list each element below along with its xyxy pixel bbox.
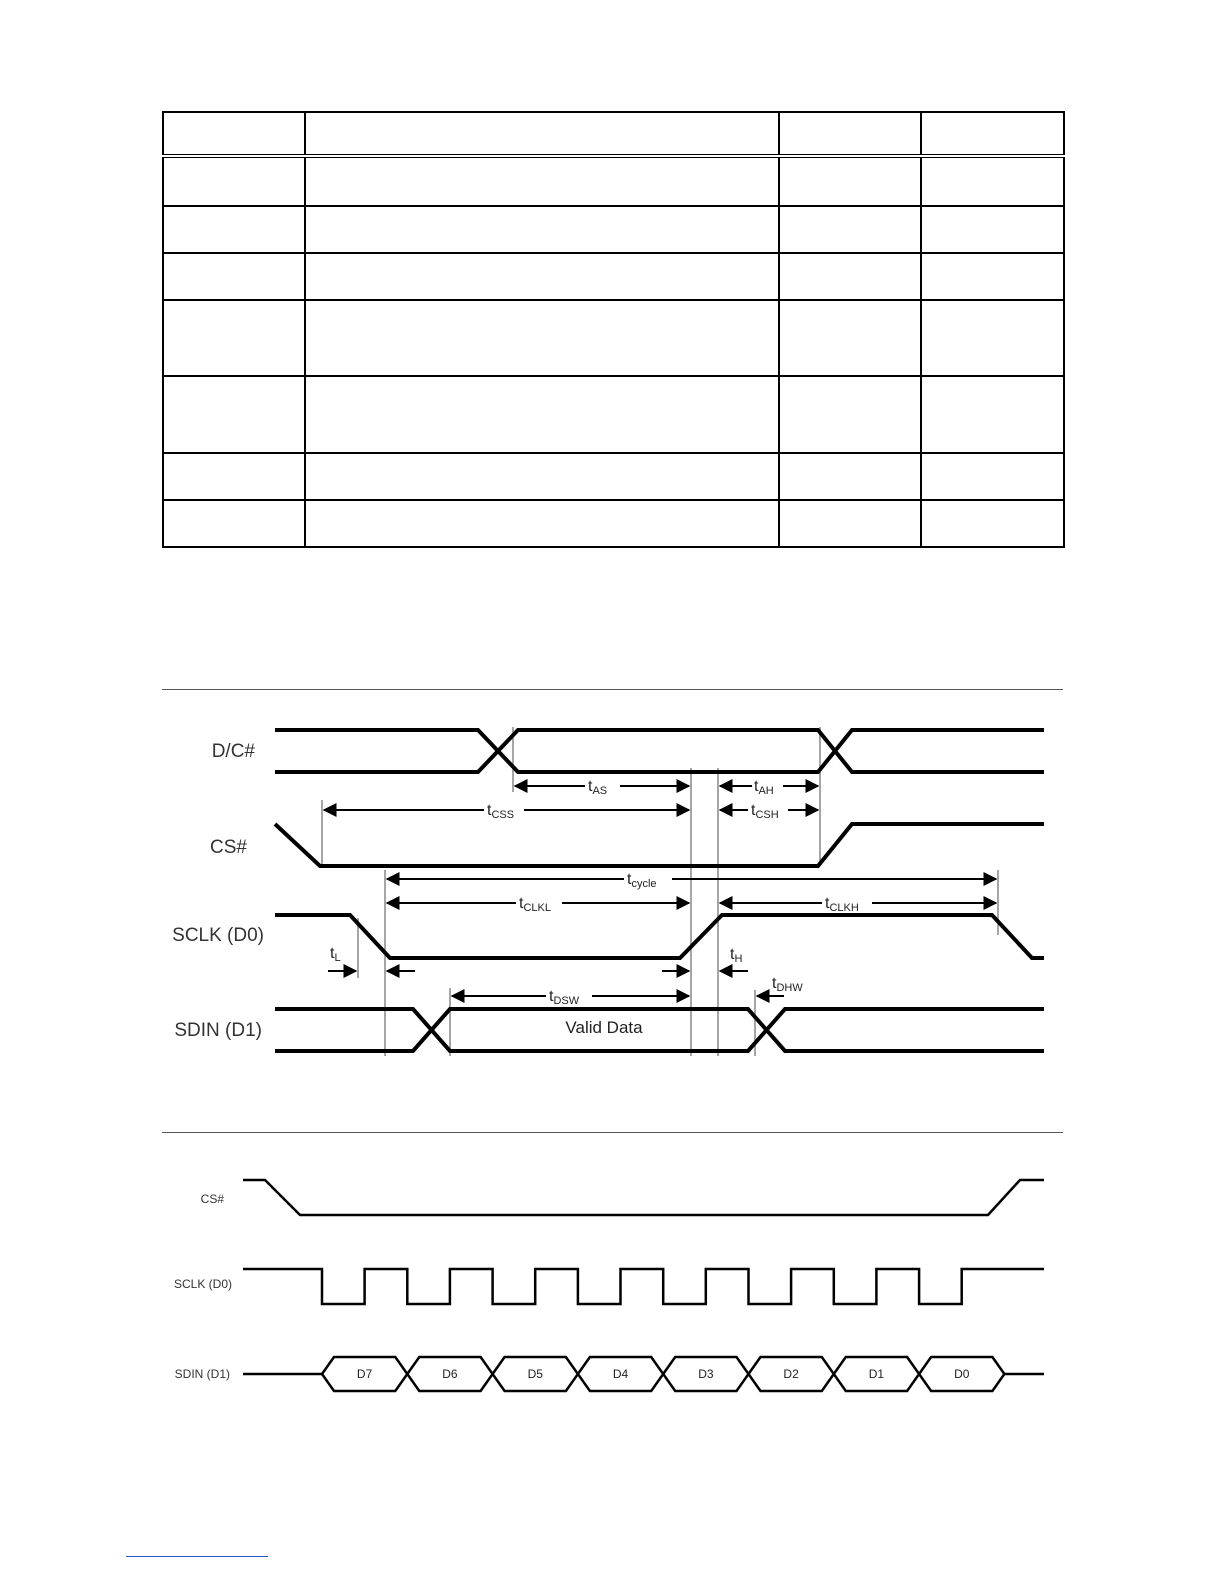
bit-label: D5 <box>527 1367 543 1381</box>
signal-label: SCLK (D0) <box>173 1277 232 1291</box>
signal-label: SDIN (D1) <box>174 1020 262 1041</box>
dc-waveform <box>275 730 1044 772</box>
tl-label: tL <box>330 945 341 964</box>
footer-link-underline <box>126 1556 268 1557</box>
bit-label: D3 <box>698 1367 714 1381</box>
bit-label: D6 <box>442 1367 458 1381</box>
sdin-waveform <box>275 1009 1044 1051</box>
tah-label: tAH <box>754 778 774 797</box>
signal-label: D/C# <box>211 741 255 762</box>
bit-label: D1 <box>868 1367 885 1381</box>
serial-diagram <box>174 1180 1044 1391</box>
tas-label: tAS <box>588 778 608 797</box>
tclkl-label: tCLKL <box>519 895 551 914</box>
sdin-waveform <box>275 1009 1044 1051</box>
signal-label: CS# <box>210 837 247 858</box>
sclk-waveform <box>243 1269 1044 1304</box>
tcycle-label: tcycle <box>627 871 657 890</box>
cs-waveform <box>243 1180 1044 1215</box>
cs-waveform <box>275 824 1044 866</box>
bit-label: D7 <box>356 1367 373 1381</box>
signal-label: CS# <box>200 1192 224 1206</box>
bit-label: D4 <box>612 1367 629 1381</box>
tcsh-label: tCSH <box>751 802 779 821</box>
tclkh-label: tCLKH <box>825 895 859 914</box>
bit-label: D0 <box>954 1367 970 1381</box>
signal-label: SCLK (D0) <box>172 925 264 946</box>
signal-label: SDIN (D1) <box>174 1367 230 1381</box>
sdin-bit-cells <box>243 1357 1044 1391</box>
valid-data-label: Valid Data <box>565 1018 643 1037</box>
bit-label: D2 <box>783 1367 799 1381</box>
sclk-waveform <box>275 915 1044 958</box>
tcss-label: tCSS <box>487 802 515 821</box>
dc-waveform <box>275 730 1044 772</box>
tdhw-label: tDHW <box>772 975 803 994</box>
tdsw-label: tDSW <box>549 988 580 1007</box>
th-label: tH <box>730 946 743 965</box>
timing-diagram <box>172 727 1044 1056</box>
